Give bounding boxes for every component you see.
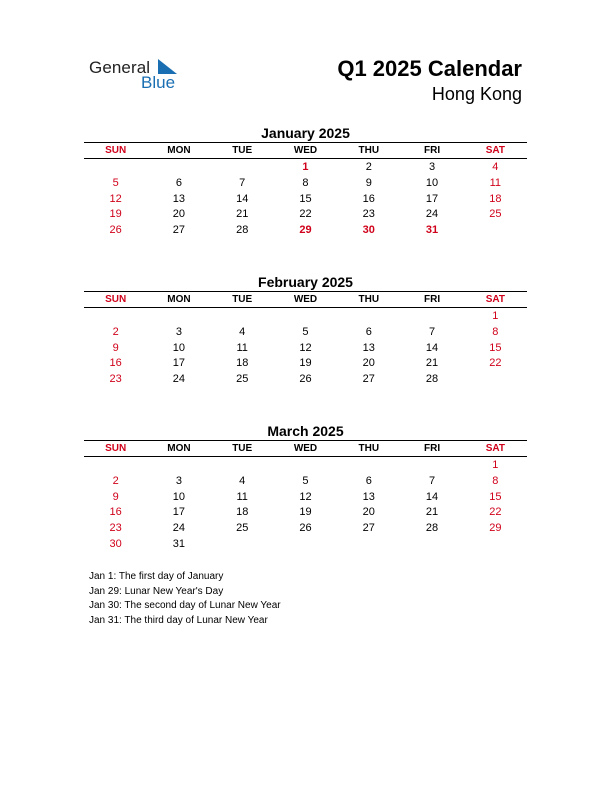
- day-cell: [147, 308, 210, 324]
- weekday-header-row: [84, 142, 527, 159]
- week-row: [84, 175, 527, 191]
- week-row: [84, 355, 527, 371]
- day-cell: 12: [299, 490, 312, 503]
- holiday-note: Jan 31: The third day of Lunar New Year: [89, 614, 268, 626]
- day-cell: 26: [299, 522, 312, 535]
- day-cell: 24: [172, 522, 186, 535]
- day-cell: 15: [299, 192, 312, 205]
- week-row: [84, 191, 527, 207]
- day-cell: 24: [425, 208, 439, 221]
- day-cell: 2: [365, 161, 372, 173]
- week-row: [84, 473, 527, 489]
- holiday-note: Jan 30: The second day of Lunar New Year: [89, 600, 281, 611]
- month-march: [84, 422, 527, 552]
- day-cell: 10: [172, 490, 186, 503]
- day-cell: 17: [172, 506, 186, 519]
- weekday-header-sat: SAT: [485, 145, 505, 156]
- day-cell: 12: [299, 341, 312, 354]
- day-cell: 23: [362, 208, 375, 221]
- week-row: [84, 520, 527, 536]
- day-cell: 30: [109, 537, 122, 550]
- day-cell: 23: [109, 522, 122, 535]
- month-title: January 2025: [261, 125, 350, 141]
- day-cell: [400, 457, 463, 473]
- day-cell: 22: [299, 208, 312, 221]
- day-cell: 25: [236, 522, 249, 535]
- weekday-header-wed: WED: [293, 443, 318, 454]
- day-cell: 8: [492, 325, 499, 338]
- day-cell: 7: [239, 176, 246, 189]
- week-row: [84, 159, 527, 175]
- day-cell: 21: [425, 506, 439, 519]
- day-cell: 30: [362, 224, 375, 237]
- day-cell: 22: [489, 357, 502, 370]
- weekday-header-sun: SUN: [105, 145, 127, 156]
- weekday-header-thu: THU: [358, 294, 380, 305]
- holiday-notes: [89, 570, 281, 628]
- day-cell: 16: [362, 192, 375, 205]
- day-cell: 7: [428, 325, 436, 338]
- day-cell: 13: [362, 341, 375, 354]
- weekday-header-thu: THU: [358, 145, 380, 156]
- day-cell: 5: [302, 474, 309, 487]
- day-cell: 4: [239, 325, 246, 338]
- day-cell: 17: [425, 192, 439, 205]
- day-cell: 16: [109, 357, 122, 370]
- week-row: [84, 371, 527, 387]
- day-cell: 28: [425, 373, 439, 386]
- week-row: [84, 457, 527, 473]
- day-cell: 27: [362, 522, 375, 535]
- day-cell: 10: [425, 176, 439, 189]
- day-cell: 3: [428, 161, 436, 173]
- day-cell: 11: [236, 341, 248, 354]
- day-cell: [147, 159, 210, 175]
- day-cell: 20: [362, 506, 375, 519]
- day-cell: 19: [109, 208, 122, 221]
- weekday-header-sun: SUN: [105, 294, 127, 305]
- week-row: [84, 308, 527, 324]
- day-cell: 23: [109, 373, 122, 386]
- day-cell: 11: [489, 176, 502, 189]
- day-cell: 28: [425, 522, 439, 535]
- day-cell: [211, 457, 274, 473]
- day-cell: 15: [489, 341, 502, 354]
- day-cell: 19: [299, 506, 312, 519]
- day-cell: 3: [175, 474, 182, 487]
- weekday-header-tue: TUE: [232, 145, 253, 156]
- day-cell: [84, 457, 147, 473]
- day-cell: [464, 222, 527, 238]
- month-title: February 2025: [258, 274, 353, 290]
- day-cell: 29: [299, 224, 312, 237]
- day-cell: [274, 308, 337, 324]
- day-cell: 13: [362, 490, 375, 503]
- day-cell: 25: [489, 208, 502, 221]
- day-cell: [211, 536, 274, 552]
- day-cell: 1: [302, 161, 309, 173]
- day-cell: 6: [365, 474, 372, 487]
- day-cell: 15: [489, 490, 502, 503]
- day-cell: 21: [236, 208, 249, 221]
- day-cell: 11: [236, 490, 248, 503]
- day-cell: [84, 159, 147, 175]
- day-cell: 10: [172, 341, 186, 354]
- day-cell: [464, 371, 527, 387]
- day-cell: 14: [236, 192, 249, 205]
- day-cell: 25: [236, 373, 249, 386]
- day-cell: 31: [172, 537, 186, 550]
- day-cell: 1: [492, 310, 499, 322]
- weekday-header-row: [84, 440, 527, 457]
- day-cell: 2: [112, 325, 119, 338]
- week-row: [84, 222, 527, 238]
- day-cell: 21: [425, 357, 439, 370]
- day-cell: 28: [236, 224, 249, 237]
- week-row: [84, 489, 527, 505]
- week-row: [84, 340, 527, 356]
- day-cell: [274, 457, 337, 473]
- day-cell: 1: [492, 459, 499, 471]
- day-cell: [337, 536, 400, 552]
- week-row: [84, 324, 527, 340]
- day-cell: [84, 308, 147, 324]
- day-cell: 26: [109, 224, 122, 237]
- day-cell: 17: [172, 357, 186, 370]
- day-cell: 9: [365, 176, 372, 189]
- day-cell: 29: [489, 522, 502, 535]
- weekday-header-row: [84, 291, 527, 308]
- day-cell: 20: [172, 208, 186, 221]
- week-row: [84, 504, 527, 520]
- day-cell: 31: [425, 224, 439, 237]
- day-cell: 8: [302, 176, 309, 189]
- day-cell: [337, 308, 400, 324]
- day-cell: [211, 159, 274, 175]
- day-cell: [274, 536, 337, 552]
- day-cell: [400, 308, 463, 324]
- day-cell: 9: [112, 490, 119, 503]
- week-row: [84, 206, 527, 222]
- day-cell: 5: [302, 325, 309, 338]
- day-cell: [211, 308, 274, 324]
- week-row: [84, 536, 527, 552]
- weekday-header-wed: WED: [293, 145, 318, 156]
- day-cell: 26: [299, 373, 312, 386]
- day-cell: 13: [172, 192, 186, 205]
- day-cell: 8: [492, 474, 499, 487]
- weekday-header-thu: THU: [358, 443, 380, 454]
- day-cell: [147, 457, 210, 473]
- day-cell: [337, 457, 400, 473]
- weekday-header-fri: FRI: [423, 145, 441, 156]
- day-cell: 4: [492, 161, 499, 173]
- weekday-header-tue: TUE: [232, 294, 253, 305]
- day-cell: 7: [428, 474, 436, 487]
- day-cell: 24: [172, 373, 186, 386]
- day-cell: [400, 536, 463, 552]
- page-title: Q1 2025 Calendar: [337, 56, 522, 81]
- day-cell: 5: [112, 176, 119, 189]
- day-cell: 18: [236, 506, 249, 519]
- day-cell: 2: [112, 474, 119, 487]
- weekday-header-mon: MON: [167, 443, 191, 454]
- day-cell: 18: [489, 192, 502, 205]
- day-cell: [464, 536, 527, 552]
- day-cell: 16: [109, 506, 122, 519]
- day-cell: 9: [112, 341, 119, 354]
- logo-word-blue: Blue: [141, 73, 176, 92]
- month-title: March 2025: [267, 423, 344, 439]
- day-cell: 3: [175, 325, 182, 338]
- weekday-header-mon: MON: [167, 145, 191, 156]
- brand-logo: [89, 56, 189, 96]
- day-cell: 14: [425, 341, 439, 354]
- weekday-header-wed: WED: [293, 294, 318, 305]
- month-january: [84, 124, 527, 238]
- day-cell: 19: [299, 357, 312, 370]
- holiday-note: Jan 1: The first day of January: [89, 571, 224, 582]
- day-cell: 18: [236, 357, 249, 370]
- day-cell: 12: [109, 192, 122, 205]
- weekday-header-sun: SUN: [105, 443, 127, 454]
- weekday-header-sat: SAT: [485, 443, 505, 454]
- weekday-header-sat: SAT: [485, 294, 505, 305]
- day-cell: 27: [172, 224, 186, 237]
- weekday-header-fri: FRI: [423, 443, 441, 454]
- day-cell: 14: [425, 490, 439, 503]
- day-cell: 27: [362, 373, 375, 386]
- weekday-header-mon: MON: [167, 294, 191, 305]
- day-cell: 20: [362, 357, 375, 370]
- weekday-header-fri: FRI: [423, 294, 441, 305]
- weekday-header-tue: TUE: [232, 443, 253, 454]
- month-february: [84, 273, 527, 387]
- day-cell: 4: [239, 474, 246, 487]
- day-cell: 6: [175, 176, 182, 189]
- day-cell: 6: [365, 325, 372, 338]
- region-subtitle: Hong Kong: [431, 84, 522, 104]
- holiday-note: Jan 29: Lunar New Year's Day: [89, 585, 224, 597]
- day-cell: 22: [489, 506, 502, 519]
- logo-word-general: General: [89, 58, 151, 77]
